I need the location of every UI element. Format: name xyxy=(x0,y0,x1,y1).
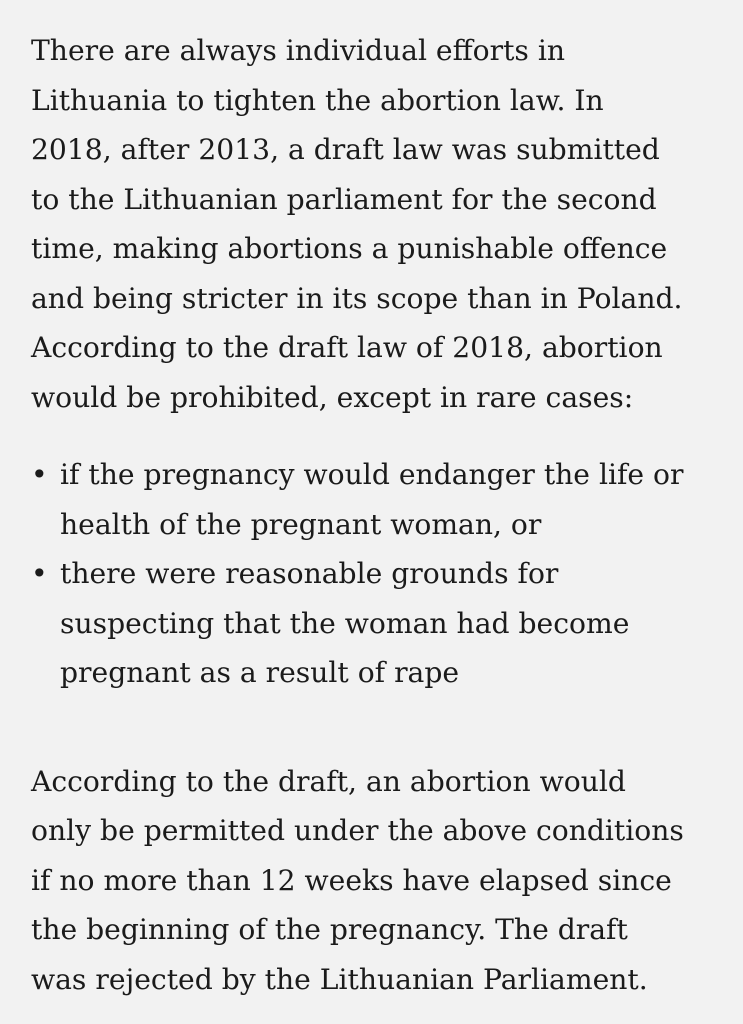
list-item-line: there were reasonable grounds for xyxy=(60,557,559,590)
bullet-icon: • xyxy=(31,458,48,491)
paragraph-line: was rejected by the Lithuanian Parliament. xyxy=(31,962,648,996)
list-item-line: pregnant as a result of rape xyxy=(60,656,460,689)
paragraph-line: time, making abortions a punishable offence xyxy=(31,232,668,265)
paragraph-line: According to the draft law of 2018, abortion xyxy=(31,331,663,364)
paragraph-line: 2018, after 2013, a draft law was submitted xyxy=(31,133,660,166)
paragraph-line: According to the draft, an abortion would xyxy=(31,764,626,798)
paragraph-line: would be prohibited, except in rare cases: xyxy=(31,380,634,414)
list-item-line: health of the pregnant woman, or xyxy=(60,507,542,541)
paragraph-line: only be permitted under the above conditions xyxy=(31,814,684,847)
list-item-line: if the pregnancy would endanger the life or xyxy=(60,458,684,491)
paragraph-line: and being stricter in its scope than in Poland. xyxy=(31,281,683,315)
paragraph-line: to the Lithuanian parliament for the second xyxy=(31,182,657,216)
paragraph-line: There are always individual efforts in xyxy=(31,34,565,67)
article-body xyxy=(31,26,721,1004)
paragraph-line: the beginning of the pregnancy. The draft xyxy=(31,913,628,946)
paragraph-line: if no more than 12 weeks have elapsed since xyxy=(31,863,672,897)
exceptions-list xyxy=(31,450,721,698)
conclusion-paragraph xyxy=(31,757,721,1005)
paragraph-line: Lithuania to tighten the abortion law. In xyxy=(31,83,604,117)
bullet-icon: • xyxy=(31,557,48,590)
list-item xyxy=(31,450,721,549)
list-item xyxy=(31,549,721,698)
intro-paragraph xyxy=(31,26,721,422)
list-item-line: suspecting that the woman had become xyxy=(60,606,630,640)
